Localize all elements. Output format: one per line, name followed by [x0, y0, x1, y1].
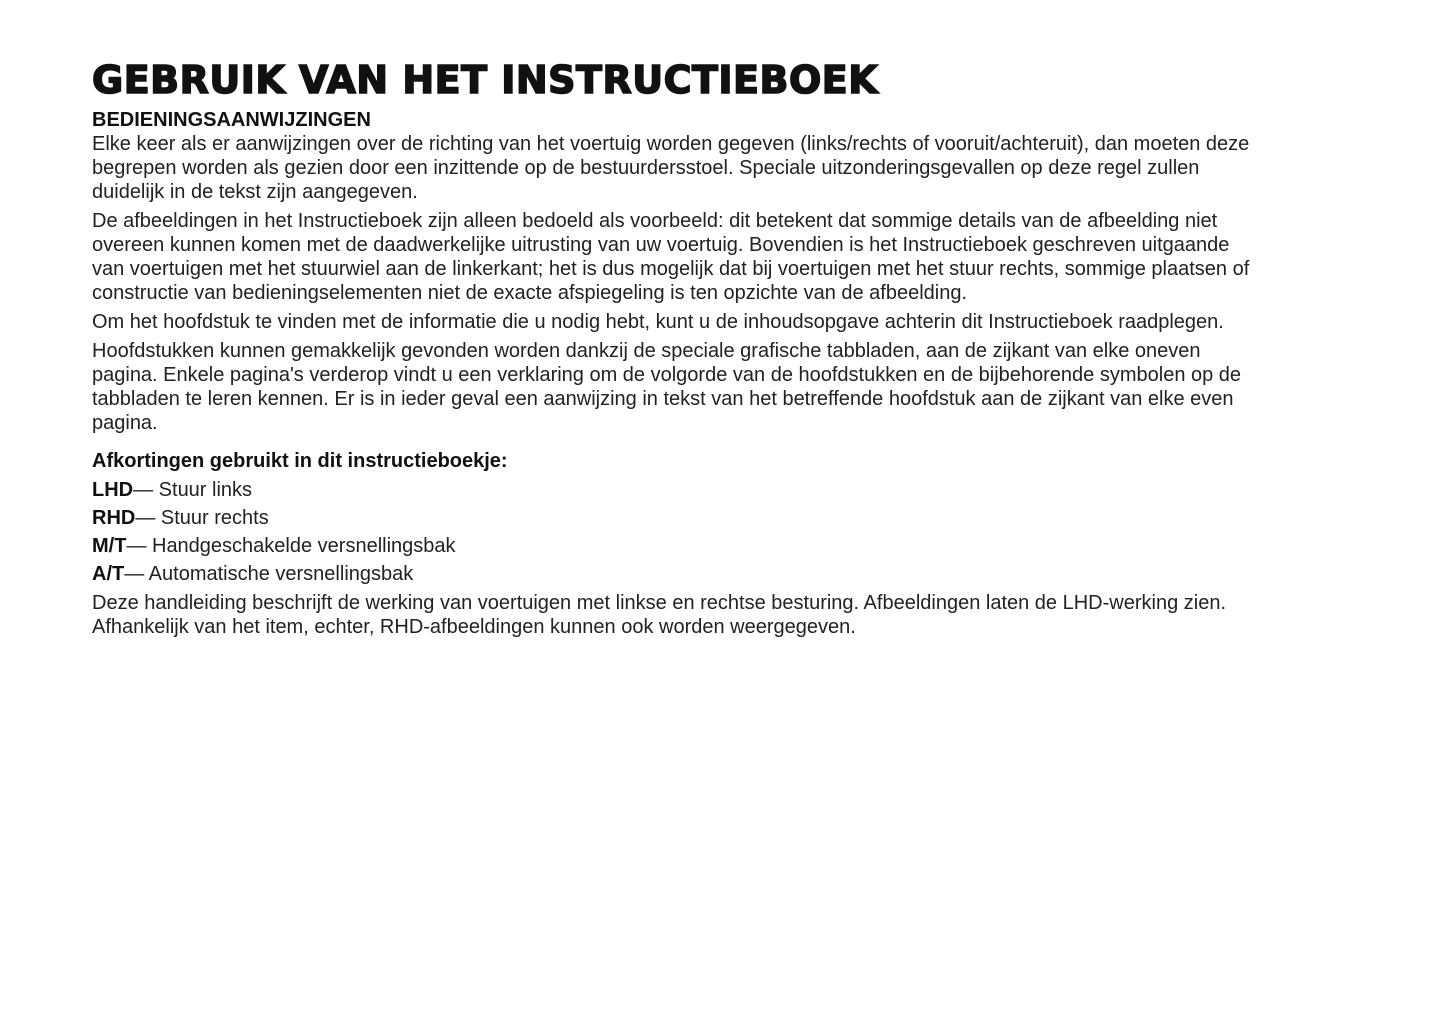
paragraph-chapter-tabs: Hoofdstukken kunnen gemakkelijk gevonden worden dankzij de speciale grafische tabbladen, aan de zijkant van elke oneven pagina. Enkele pagina's verderop vindt u een verklaring om de volgorde van de hoofdstukken en de bijbehorende symbolen op de tabbladen te leren kennen. Er is in ieder geval een aanwijzing in tekst van het betreffende hoofdstuk aan de zijkant van elke even pagina. [92, 340, 1242, 434]
page-title: GEBRUIK VAN HET INSTRUCTIEBOEK [92, 58, 879, 102]
abbreviation-item [92, 532, 1252, 560]
abbreviation-code: LHD [92, 479, 134, 501]
paragraph-lhd-rhd-note: Deze handleiding beschrijft de werking van voertuigen met linkse en rechtse besturing. Afbeeldingen laten de LHD-werking zien. Afhankelijk van het item, echter, RHD-afbeeldingen kunnen ook worden weergegeven. [92, 592, 1226, 638]
document-page [92, 56, 1252, 644]
section-heading: BEDIENINGSAANWIJZINGEN [92, 109, 371, 131]
abbreviation-code: M/T [92, 535, 127, 557]
abbreviation-item [92, 504, 1252, 532]
paragraph-illustrations: De afbeeldingen in het Instructieboek zijn alleen bedoeld als voorbeeld: dit betekent dat sommige details van de afbeelding niet overeen kunnen komen met de daadwerkelijke uitrusting van uw voertuig. Bovendien is het Instructieboek geschreven uitgaande van voertuigen met het stuurwiel aan de linkerkant; het is dus mogelijk dat bij voertuigen met het stuur rechts, sommige plaatsen of constructie van bedieningselementen niet de exacte afspiegeling is ten opzichte van de afbeelding. [92, 210, 1250, 304]
abbreviations-list [92, 476, 1252, 588]
abbreviation-description: — Stuur rechts [135, 507, 269, 529]
abbreviation-description: — Handgeschakelde versnellingsbak [126, 535, 456, 557]
paragraph-table-of-contents: Om het hoofdstuk te vinden met de informatie die u nodig hebt, kunt u de inhoudsopgave achterin dit Instructieboek raadplegen. [92, 311, 1224, 333]
abbreviation-code: RHD [92, 507, 136, 529]
abbreviation-description: — Automatische versnellingsbak [124, 563, 414, 585]
abbreviation-description: — Stuur links [133, 479, 253, 501]
abbreviation-item [92, 560, 1252, 588]
abbreviation-item [92, 476, 1252, 504]
paragraph-directions: Elke keer als er aanwijzingen over de richting van het voertuig worden gegeven (links/rechts of vooruit/achteruit), dan moeten deze begrepen worden als gezien door een inzittende op de bestuurdersstoel. Speciale uitzonderingsgevallen op deze regel zullen duidelijk in de tekst zijn aangegeven. [92, 133, 1250, 203]
abbreviations-heading: Afkortingen gebruikt in dit instructieboekje: [92, 450, 508, 472]
abbreviation-code: A/T [92, 563, 125, 585]
